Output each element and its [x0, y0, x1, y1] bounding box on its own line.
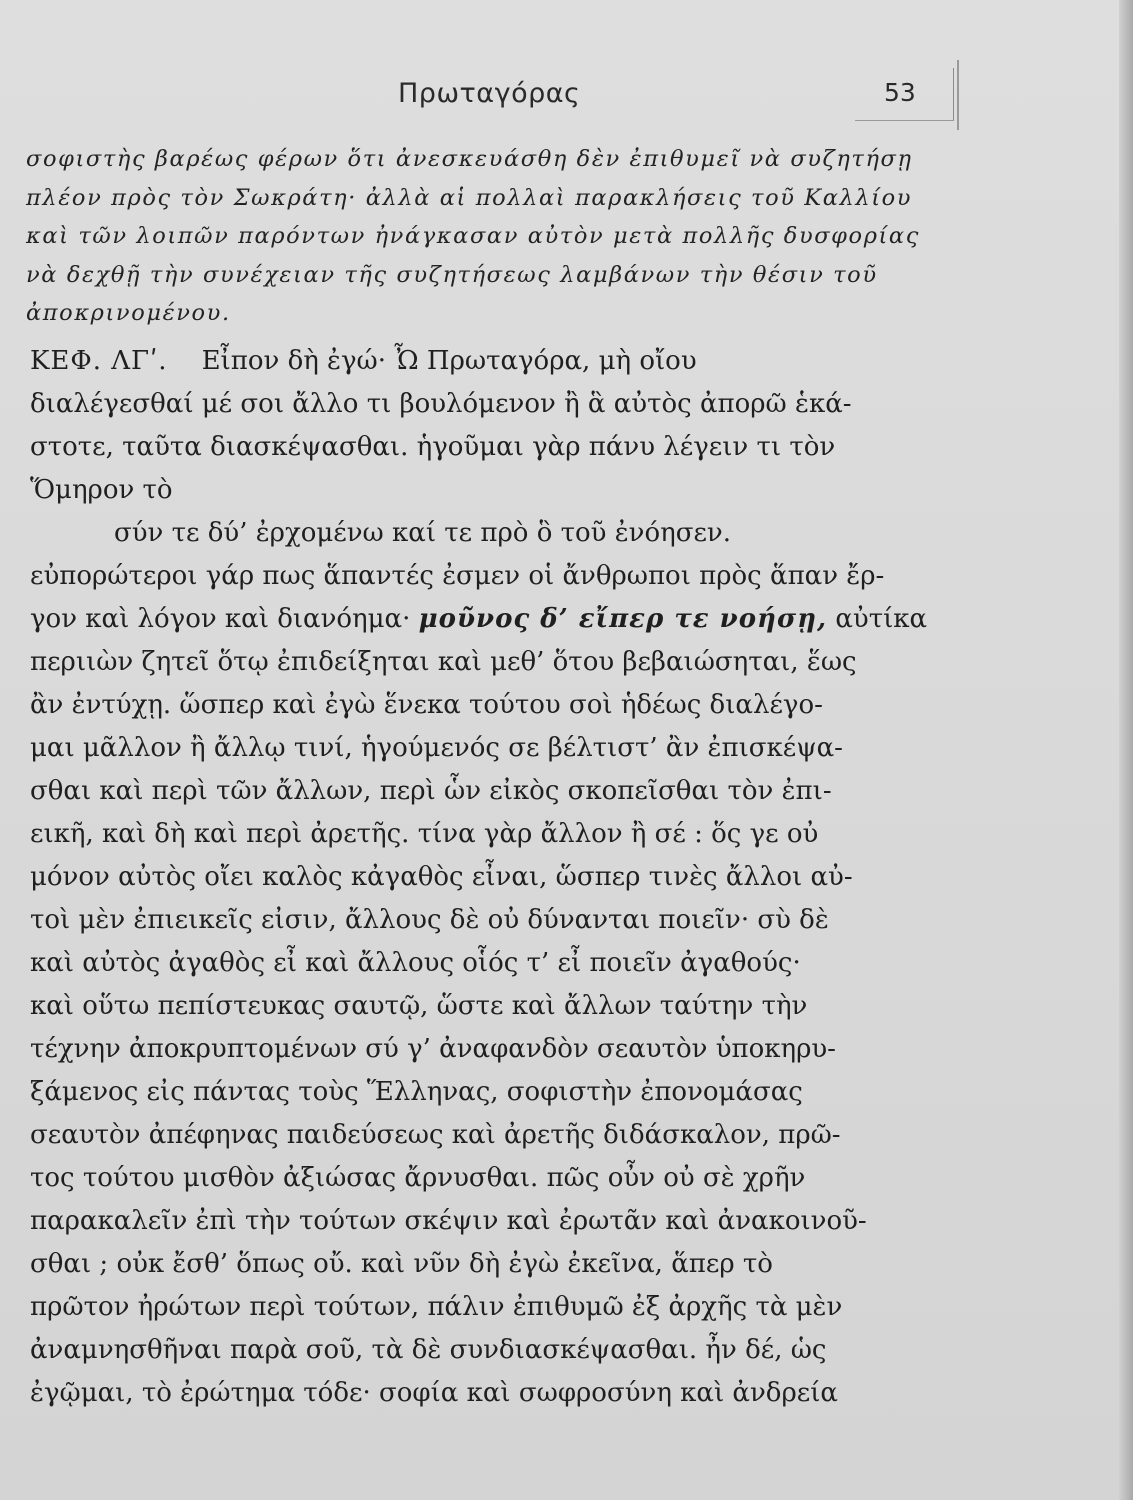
text-line: ἂν ἐντύχῃ. ὥσπερ καὶ ἐγὼ ἕνεκα τούτου σοὶ ἡδέως διαλέγο- [30, 690, 823, 720]
pencil-mark-box [855, 68, 954, 121]
text-line: πρῶτον ἠρώτων περὶ τούτων, πάλιν ἐπιθυμῶ ἐξ ἀρχῆς τὰ μὲν [30, 1292, 843, 1322]
text-line [30, 598, 950, 641]
page-number: 53 [884, 78, 916, 107]
text-line: περιιὼν ζητεῖ ὅτῳ ἐπιδείξηται καὶ μεθ’ ὅτου βεβαιώσηται, ἕως [30, 647, 857, 677]
chapter-label: ΚΕΦ. ΛΓʹ. [30, 346, 168, 376]
text-segment: αὐτίκα [835, 604, 928, 634]
text-line: τέχνην ἀποκρυπτομένων σύ γ’ ἀναφανδὸν σεαυτὸν ὑποκηρυ- [30, 1034, 836, 1064]
text-line: στοτε, ταῦτα διασκέψασθαι. ἡγοῦμαι γὰρ πάνυ λέγειν τι τὸν [30, 432, 836, 462]
text-line: μόνον αὐτὸς οἴει καλὸς κἀγαθὸς εἶναι, ὥσπερ τινὲς ἄλλοι αὐ- [30, 862, 853, 892]
text-line: διαλέγεσθαί μέ σοι ἄλλο τι βουλόμενον ἢ ἃ αὐτὸς ἀπορῶ ἑκά- [30, 389, 852, 419]
italic-summary-paragraph [26, 140, 956, 333]
italic-line: ἀποκρινομένου. [26, 300, 231, 326]
text-line: σθαι ; οὐκ ἔσθ’ ὅπως οὔ. καὶ νῦν δὴ ἐγὼ ἐκεῖνα, ἅπερ τὸ [30, 1249, 773, 1279]
text-line: καὶ αὐτὸς ἀγαθὸς εἶ καὶ ἄλλους οἷός τ’ εἶ ποιεῖν ἀγαθούς· [30, 948, 801, 978]
text-line: ἐγῷμαι, τὸ ἐρώτημα τόδε· σοφία καὶ σωφροσύνη καὶ ἀνδρεία [30, 1378, 838, 1408]
text-line: παρακαλεῖν ἐπὶ τὴν τούτων σκέψιν καὶ ἐρωτᾶν καὶ ἀνακοινοῦ- [30, 1206, 867, 1236]
text-line: τος τούτου μισθὸν ἀξιώσας ἄρνυσθαι. πῶς οὖν οὐ σὲ χρῆν [30, 1163, 806, 1193]
text-line: καὶ οὕτω πεπίστευκας σαυτῷ, ὥστε καὶ ἄλλων ταύτην τὴν [30, 991, 808, 1021]
main-text-block [30, 340, 950, 1415]
text-line: ἀναμνησθῆναι παρὰ σοῦ, τὰ δὲ συνδιασκέψασθαι. ἦν δέ, ὡς [30, 1335, 827, 1365]
italic-line: νὰ δεχθῇ τὴν συνέχειαν τῆς συζητήσεως λαμβάνων τὴν θέσιν τοῦ [26, 261, 878, 288]
italic-line: σοφιστὴς βαρέως φέρων ὅτι ἀνεσκευάσθη δὲν ἐπιθυμεῖ νὰ συζητήσῃ [26, 146, 913, 172]
page-edge-shadow [1119, 0, 1133, 1500]
page-header [0, 78, 1133, 118]
homer-quotation: σύν τε δύ’ ἐρχομένω καί τε πρὸ ὃ τοῦ ἐνόησεν. [114, 518, 731, 548]
emphasized-quotation: μοῦνος δ’ εἴπερ τε νοήσῃ, [418, 604, 828, 634]
text-line: Ὅμηρον τὸ [30, 475, 173, 505]
italic-line: καὶ τῶν λοιπῶν παρόντων ἠνάγκασαν αὐτὸν μετὰ πολλῆς δυσφορίας [26, 223, 920, 249]
text-line: σεαυτὸν ἀπέφηνας παιδεύσεως καὶ ἀρετῆς διδάσκαλον, πρῶ- [30, 1120, 841, 1150]
text-segment: γον καὶ λόγον καὶ διανόημα· [30, 604, 411, 634]
running-title: Πρωταγόρας [398, 78, 581, 109]
text-line: σθαι καὶ περὶ τῶν ἄλλων, περὶ ὧν εἰκὸς σκοπεῖσθαι τὸν ἐπι- [30, 776, 832, 806]
text-line: μαι μᾶλλον ἢ ἄλλῳ τινί, ἡγούμενός σε βέλτιστ’ ἂν ἐπισκέψα- [30, 733, 843, 763]
text-line: ξάμενος εἰς πάντας τοὺς Ἕλληνας, σοφιστὴν ἐπονομάσας [30, 1077, 803, 1107]
pencil-mark-line [957, 60, 959, 130]
text-line: εικῆ, καὶ δὴ καὶ περὶ ἀρετῆς. τίνα γὰρ ἄλλον ἢ σέ : ὅς γε οὐ [30, 819, 819, 849]
text-line [30, 340, 950, 383]
italic-line: πλέον πρὸς τὸν Σωκράτη· ἀλλὰ αἱ πολλαὶ παρακλήσεις τοῦ Καλλίου [26, 184, 913, 211]
text-line: εὐπορώτεροι γάρ πως ἅπαντές ἐσμεν οἱ ἄνθρωποι πρὸς ἅπαν ἔρ- [30, 561, 885, 591]
text-line: τοὶ μὲν ἐπιεικεῖς εἰσιν, ἄλλους δὲ οὐ δύνανται ποιεῖν· σὺ δὲ [30, 905, 829, 935]
text-line-rest: Εἶπον δὴ ἐγώ· Ὦ Πρωταγόρα, μὴ οἴου [201, 346, 697, 376]
